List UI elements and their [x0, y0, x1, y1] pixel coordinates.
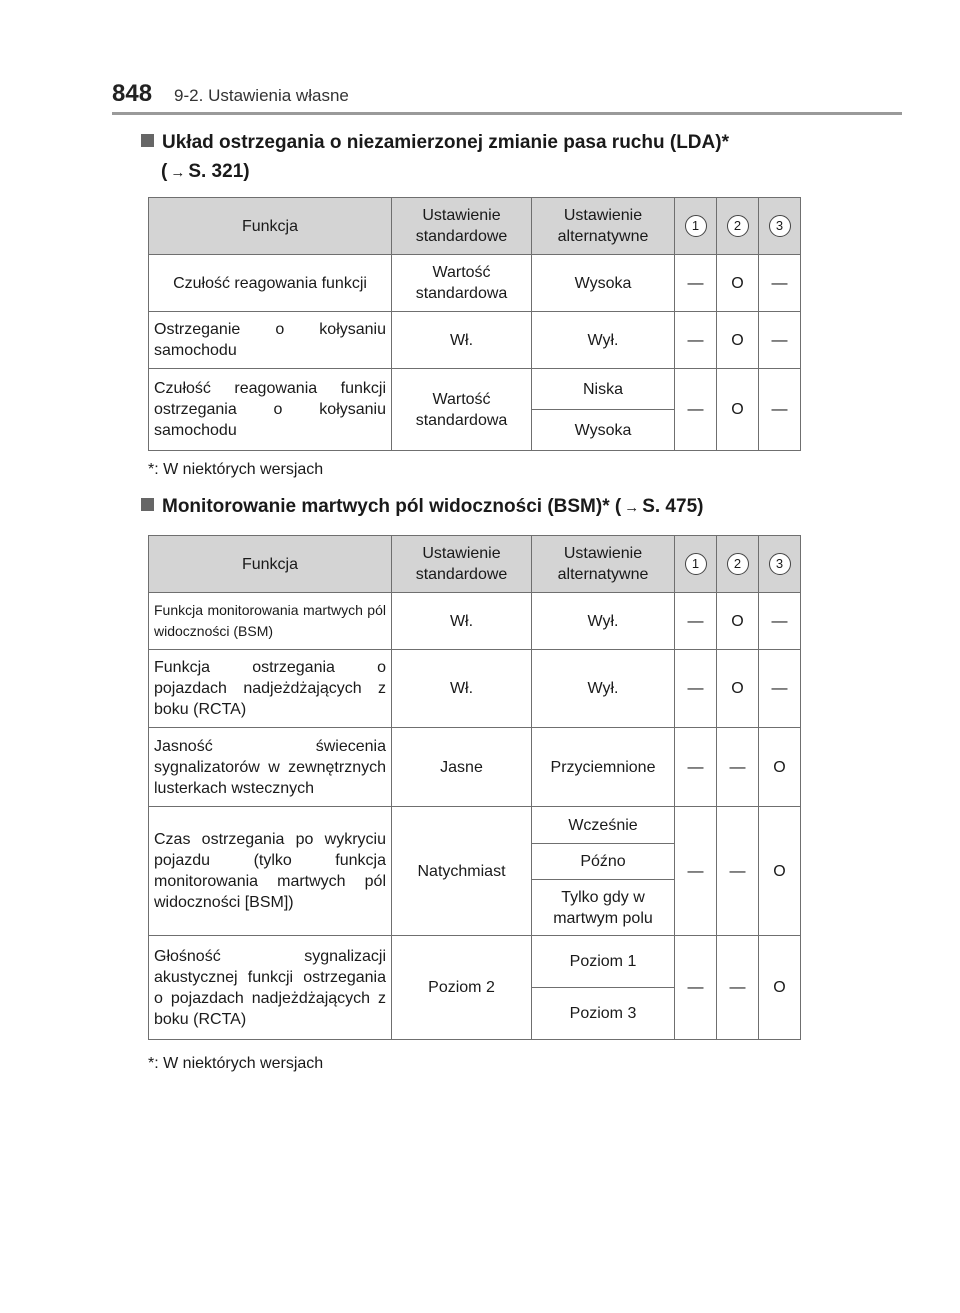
cell-funkcja: Głośność sygnalizacji akustycznej funkcji ostrzegania o pojazdach nadjeżdżających z boku (RCTA)	[149, 936, 392, 1040]
cell-alt: Wył.	[532, 593, 675, 650]
section1-footnote: *: W niektórych wersjach	[148, 461, 324, 478]
table-row	[149, 255, 801, 312]
cell-c2: O	[717, 369, 759, 451]
cell-std: Wartość standardowa	[392, 369, 532, 451]
cell-alt: Przyciemnione	[532, 728, 675, 807]
cell-alt: Wył.	[532, 650, 675, 728]
section2-footnote: *: W niektórych wersjach	[148, 1055, 324, 1072]
cell-c2: —	[717, 807, 759, 936]
section2-table	[148, 535, 801, 1040]
table-header-row	[149, 198, 801, 255]
cell-c2: —	[717, 936, 759, 1040]
header-alt: Ustawienie alternatywne	[532, 198, 675, 255]
cell-funkcja: Funkcja ostrzegania o pojazdach nadjeżdżających z boku (RCTA)	[149, 650, 392, 728]
cell-c2: O	[717, 593, 759, 650]
cell-std: Wł.	[392, 593, 532, 650]
cell-funkcja: Funkcja monitorowania martwych pól widoczności (BSM)	[149, 593, 392, 650]
cell-c1: —	[675, 593, 717, 650]
cell-funkcja: Czułość reagowania funkcji	[149, 255, 392, 312]
cell-c3: —	[759, 593, 801, 650]
circled-3-icon: 3	[769, 553, 791, 575]
circled-3-icon: 3	[769, 215, 791, 237]
header-funkcja: Funkcja	[149, 536, 392, 593]
cell-c1: —	[675, 255, 717, 312]
table-row	[149, 312, 801, 369]
cell-c1: —	[675, 807, 717, 936]
cell-funkcja: Ostrzeganie o kołysaniu samochodu	[149, 312, 392, 369]
cell-c2: O	[717, 312, 759, 369]
cell-std: Poziom 2	[392, 936, 532, 1040]
table-row	[149, 807, 801, 844]
cell-alt-option: Niska	[532, 369, 675, 410]
cell-std: Jasne	[392, 728, 532, 807]
table-header-row	[149, 536, 801, 593]
cell-std: Natychmiast	[392, 807, 532, 936]
table-row	[149, 593, 801, 650]
arrow-right-icon: →	[624, 499, 640, 516]
cell-std: Wartość standardowa	[392, 255, 532, 312]
table-row	[149, 369, 801, 410]
chapter-title: 9-2. Ustawienia własne	[174, 86, 349, 105]
header-funkcja: Funkcja	[149, 198, 392, 255]
header-std: Ustawienie standardowe	[392, 536, 532, 593]
cell-c2: O	[717, 650, 759, 728]
cell-funkcja: Jasność świecenia sygnalizatorów w zewnętrznych lusterkach wstecznych	[149, 728, 392, 807]
header-divider	[112, 112, 902, 115]
page-number: 848	[112, 80, 153, 107]
cell-c3: —	[759, 369, 801, 451]
circled-1-icon: 1	[685, 553, 707, 575]
cell-alt: Wysoka	[532, 255, 675, 312]
header-col-3	[759, 198, 801, 255]
circled-1-icon: 1	[685, 215, 707, 237]
cell-c1: —	[675, 369, 717, 451]
cell-c3: —	[759, 650, 801, 728]
header-std: Ustawienie standardowe	[392, 198, 532, 255]
cell-c3: —	[759, 255, 801, 312]
section1-table	[148, 197, 801, 451]
cell-alt-option: Poziom 3	[532, 988, 675, 1040]
page-header	[112, 80, 349, 108]
header-alt: Ustawienie alternatywne	[532, 536, 675, 593]
cell-alt-option: Poziom 1	[532, 936, 675, 988]
cell-alt-option: Wysoka	[532, 410, 675, 451]
table-row	[149, 728, 801, 807]
section1-title: Układ ostrzegania o niezamierzonej zmianie pasa ruchu (LDA)* ( → S. 321)	[141, 128, 729, 187]
cell-alt-option: Tylko gdy w martwym polu	[532, 880, 675, 936]
cell-alt-option: Wcześnie	[532, 807, 675, 844]
cell-c2: O	[717, 255, 759, 312]
cell-c2: —	[717, 728, 759, 807]
cell-c1: —	[675, 650, 717, 728]
header-col-1	[675, 536, 717, 593]
cell-std: Wł.	[392, 650, 532, 728]
section2-title: Monitorowanie martwych pól widoczności (BSM)* ( → S. 475)	[141, 492, 703, 522]
cell-c1: —	[675, 728, 717, 807]
header-col-3	[759, 536, 801, 593]
circled-2-icon: 2	[727, 553, 749, 575]
table-row	[149, 936, 801, 988]
cell-c3: O	[759, 728, 801, 807]
cell-c1: —	[675, 936, 717, 1040]
circled-2-icon: 2	[727, 215, 749, 237]
arrow-right-icon: →	[170, 164, 186, 181]
header-col-1	[675, 198, 717, 255]
cell-alt-option: Późno	[532, 844, 675, 880]
cell-c1: —	[675, 312, 717, 369]
square-bullet-icon	[141, 498, 154, 511]
cell-c3: O	[759, 807, 801, 936]
cell-std: Wł.	[392, 312, 532, 369]
header-col-2	[717, 536, 759, 593]
cell-funkcja: Czułość reagowania funkcji ostrzegania o kołysaniu samochodu	[149, 369, 392, 451]
table-row	[149, 650, 801, 728]
square-bullet-icon	[141, 134, 154, 147]
cell-alt: Wył.	[532, 312, 675, 369]
cell-funkcja: Czas ostrzegania po wykryciu pojazdu (tylko funkcja monitorowania martwych pól widoczności [BSM])	[149, 807, 392, 936]
header-col-2	[717, 198, 759, 255]
cell-c3: —	[759, 312, 801, 369]
cell-c3: O	[759, 936, 801, 1040]
